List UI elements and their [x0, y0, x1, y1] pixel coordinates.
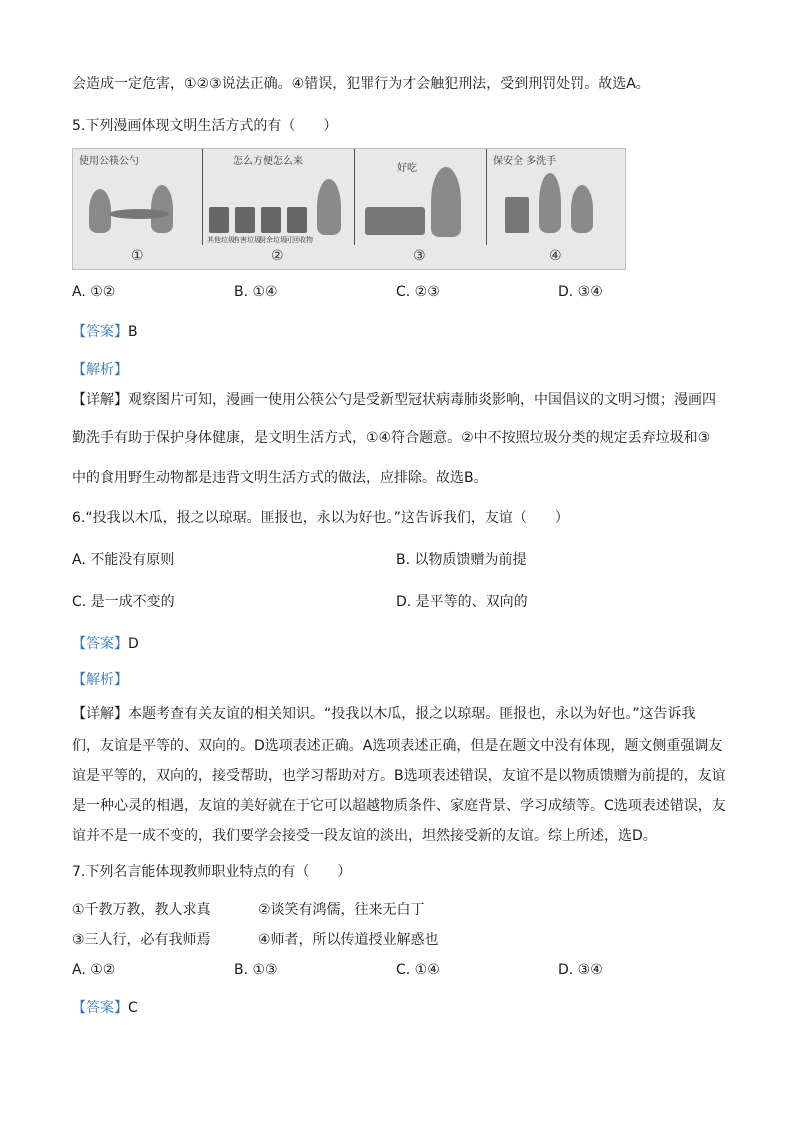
q6-detail-line: 们，友谊是平等的、双向的。D选项表述正确。A选项表述正确，但是在题文中没有体现，题文侧重强调友	[72, 738, 723, 754]
question-6: 6.“投我以木瓜，报之以琼琚。匪报也，永以为好也。”这告诉我们，友谊（ ）	[72, 510, 569, 526]
q6-option-c: C. 是一成不变的	[72, 594, 175, 610]
q5-analysis-tag: 【解析】	[72, 362, 128, 378]
detail-text: 本题考查有关友谊的相关知识。“投我以木瓜，报之以琼琚。匪报也，永以为好也。”这告诉我	[128, 706, 696, 722]
q6-detail-line: 是一种心灵的相遇，友谊的美好就在于它可以超越物质条件、家庭背景、学习成绩等。C选项表述错误，友	[72, 798, 726, 814]
q7-option-b: B. ①③	[234, 962, 278, 978]
detail-tag: 【详解】	[72, 392, 128, 408]
comic-panel-title: 使用公筷公勺	[79, 156, 139, 167]
q7-statement-2: ②谈笑有鸿儒，往来无白丁	[258, 902, 425, 918]
question-5: 5.下列漫画体现文明生活方式的有（ ）	[72, 118, 338, 134]
answer-tag: 【答案】	[72, 324, 128, 340]
question-7: 7.下列名言能体现教师职业特点的有（ ）	[72, 864, 352, 880]
q6-detail-line: 谊是平等的，双向的，接受帮助，也学习帮助对方。B选项表述错误，友谊不是以物质馈赠为前提的，友谊	[72, 768, 726, 784]
q6-analysis-tag: 【解析】	[72, 672, 128, 688]
detail-tag: 【详解】	[72, 706, 128, 722]
q5-option-c: C. ②③	[396, 284, 440, 300]
q7-option-d: D. ③④	[558, 962, 603, 978]
comic-panel-title: 好吃	[397, 163, 417, 174]
answer-value: B	[128, 324, 138, 340]
comic-panel-title: 怎么方便怎么来	[233, 156, 303, 167]
comic-image	[72, 148, 626, 270]
panel-number: ②	[271, 248, 284, 264]
q7-statement-4: ④师者，所以传道授业解惑也	[258, 932, 439, 948]
q6-option-a: A. 不能没有原则	[72, 552, 175, 568]
answer-value: D	[128, 636, 139, 652]
panel-number: ③	[413, 248, 426, 264]
q5-detail-line: 中的食用野生动物都是违背文明生活方式的做法，应排除。故选B。	[72, 470, 488, 486]
q6-option-b: B. 以物质馈赠为前提	[396, 552, 527, 568]
q5-detail-line	[72, 390, 716, 410]
panel-number: ④	[549, 248, 562, 264]
bin-label: 有害垃圾	[233, 236, 261, 244]
q7-statement-1: ①千教万教，教人求真	[72, 902, 211, 918]
bin-label: 其他垃圾	[207, 236, 235, 244]
q5-option-a: A. ①②	[72, 284, 116, 300]
q7-statement-3: ③三人行，必有我师焉	[72, 932, 211, 948]
q5-option-b: B. ①④	[234, 284, 278, 300]
q7-option-c: C. ①④	[396, 962, 440, 978]
answer-value: C	[128, 1000, 138, 1016]
q7-answer	[72, 998, 138, 1018]
q6-option-d: D. 是平等的、双向的	[396, 594, 528, 610]
q6-detail-line	[72, 704, 696, 724]
q5-detail-line: 勤洗手有助于保护身体健康，是文明生活方式，①④符合题意。②中不按照垃圾分类的规定丢弃垃圾和③	[72, 430, 711, 446]
bin-label: 可回收物	[285, 236, 313, 244]
answer-tag: 【答案】	[72, 636, 128, 652]
q6-detail-line: 谊并不是一成不变的，我们要学会接受一段友谊的淡出，坦然接受新的友谊。综上所述，选D。	[72, 828, 657, 844]
comic-panel-3	[355, 149, 487, 245]
q5-answer	[72, 322, 138, 342]
q7-option-a: A. ①②	[72, 962, 116, 978]
detail-text: 观察图片可知，漫画一使用公筷公勺是受新型冠状病毒肺炎影响，中国倡议的文明习惯；漫画四	[128, 392, 716, 408]
answer-tag: 【答案】	[72, 1000, 128, 1016]
comic-panel-1	[73, 149, 203, 245]
panel-number: ①	[131, 248, 144, 264]
comic-panel-4	[487, 149, 625, 245]
bin-label: 厨余垃圾	[259, 236, 287, 244]
q5-option-d: D. ③④	[558, 284, 603, 300]
q6-answer	[72, 634, 139, 654]
comic-panel-2	[203, 149, 355, 245]
comic-panel-title: 保安全 多洗手	[493, 156, 557, 167]
text-line: 会造成一定危害，①②③说法正确。④错误，犯罪行为才会触犯刑法，受到刑罚处罚。故选A。	[72, 76, 650, 92]
